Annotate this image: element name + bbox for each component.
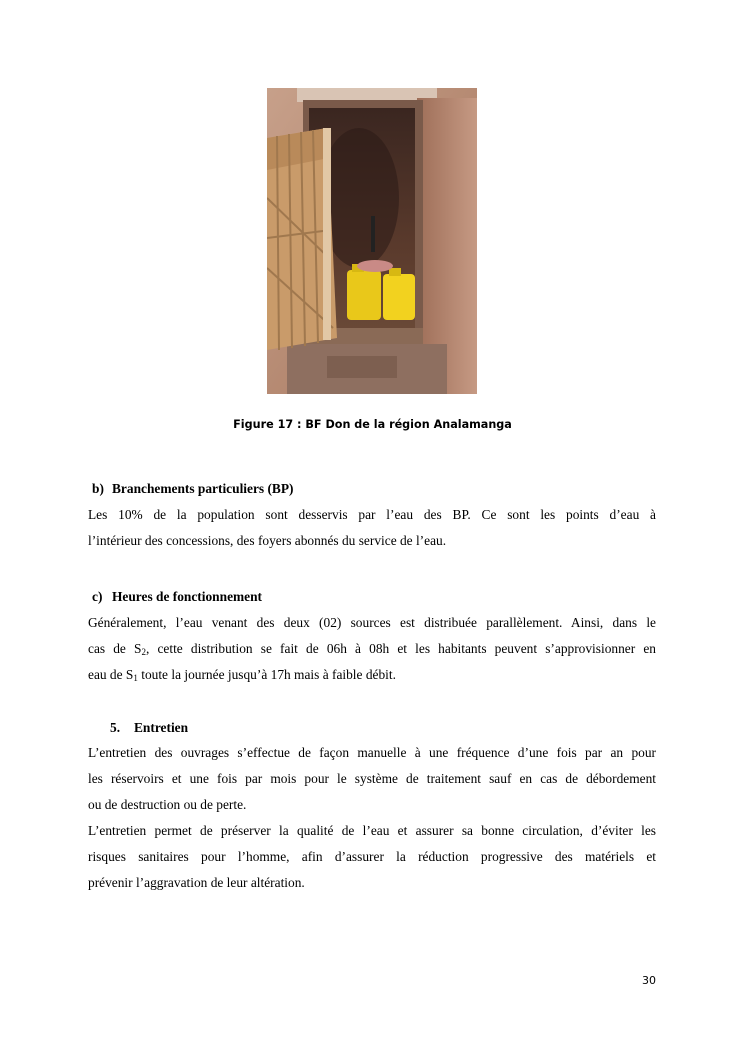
text-line	[88, 636, 656, 662]
text-fragment: cas de S	[88, 641, 142, 656]
section-b-paragraph	[88, 502, 656, 554]
text-line: les réservoirs et une fois par mois pour le système de traitement sauf en cas de débordement	[88, 771, 656, 786]
text-fragment: , cette distribution se fait de 06h à 08h et les habitants peuvent s’approvisionner en	[145, 641, 656, 656]
section-c-paragraph	[88, 610, 656, 688]
text-line: L’entretien permet de préserver la qualité de l’eau et assurer sa bonne circulation, d’éviter les	[88, 823, 656, 838]
text-line: prévenir l’aggravation de leur altération.	[88, 875, 305, 890]
section-5-paragraph-1	[88, 740, 656, 818]
text-line: l’intérieur des concessions, des foyers abonnés du service de l’eau.	[88, 533, 447, 548]
section-5-heading	[110, 720, 188, 736]
figure-caption: Figure 17 : BF Don de la région Analamanga	[233, 418, 512, 431]
text-fragment: eau de S	[88, 667, 134, 682]
section-5-title: Entretien	[134, 720, 189, 735]
subscript: 1	[133, 673, 138, 683]
subscript: 2	[141, 647, 146, 657]
text-line: L’entretien des ouvrages s’effectue de façon manuelle à une fréquence d’une fois par an pour	[88, 745, 656, 760]
section-b-heading	[92, 481, 294, 497]
page-number: 30	[642, 974, 656, 987]
section-c-number: c)	[92, 589, 103, 604]
text-fragment: toute la journée jusqu’à 17h mais à faible débit.	[137, 667, 396, 682]
text-line: ou de destruction ou de perte.	[88, 797, 247, 812]
section-5-paragraph-2	[88, 818, 656, 896]
section-b-body	[88, 502, 656, 554]
text-line: Généralement, l’eau venant des deux (02) sources est distribuée parallèlement. Ainsi, dans le	[88, 615, 656, 630]
water-tap-booth-image	[267, 88, 477, 394]
text-line: risques sanitaires pour l’homme, afin d’assurer la réduction progressive des matériels et	[88, 849, 656, 864]
text-line	[88, 662, 656, 688]
section-5-body	[88, 740, 656, 896]
figure-photo	[267, 88, 477, 394]
section-b-number: b)	[92, 481, 104, 496]
section-b-title: Branchements particuliers (BP)	[112, 481, 294, 496]
text-line: Les 10% de la population sont desservis par l’eau des BP. Ce sont les points d’eau à	[88, 507, 656, 522]
section-c-body	[88, 610, 656, 688]
section-c-title: Heures de fonctionnement	[112, 589, 263, 604]
section-c-heading	[92, 589, 262, 605]
section-5-number: 5.	[110, 720, 121, 735]
